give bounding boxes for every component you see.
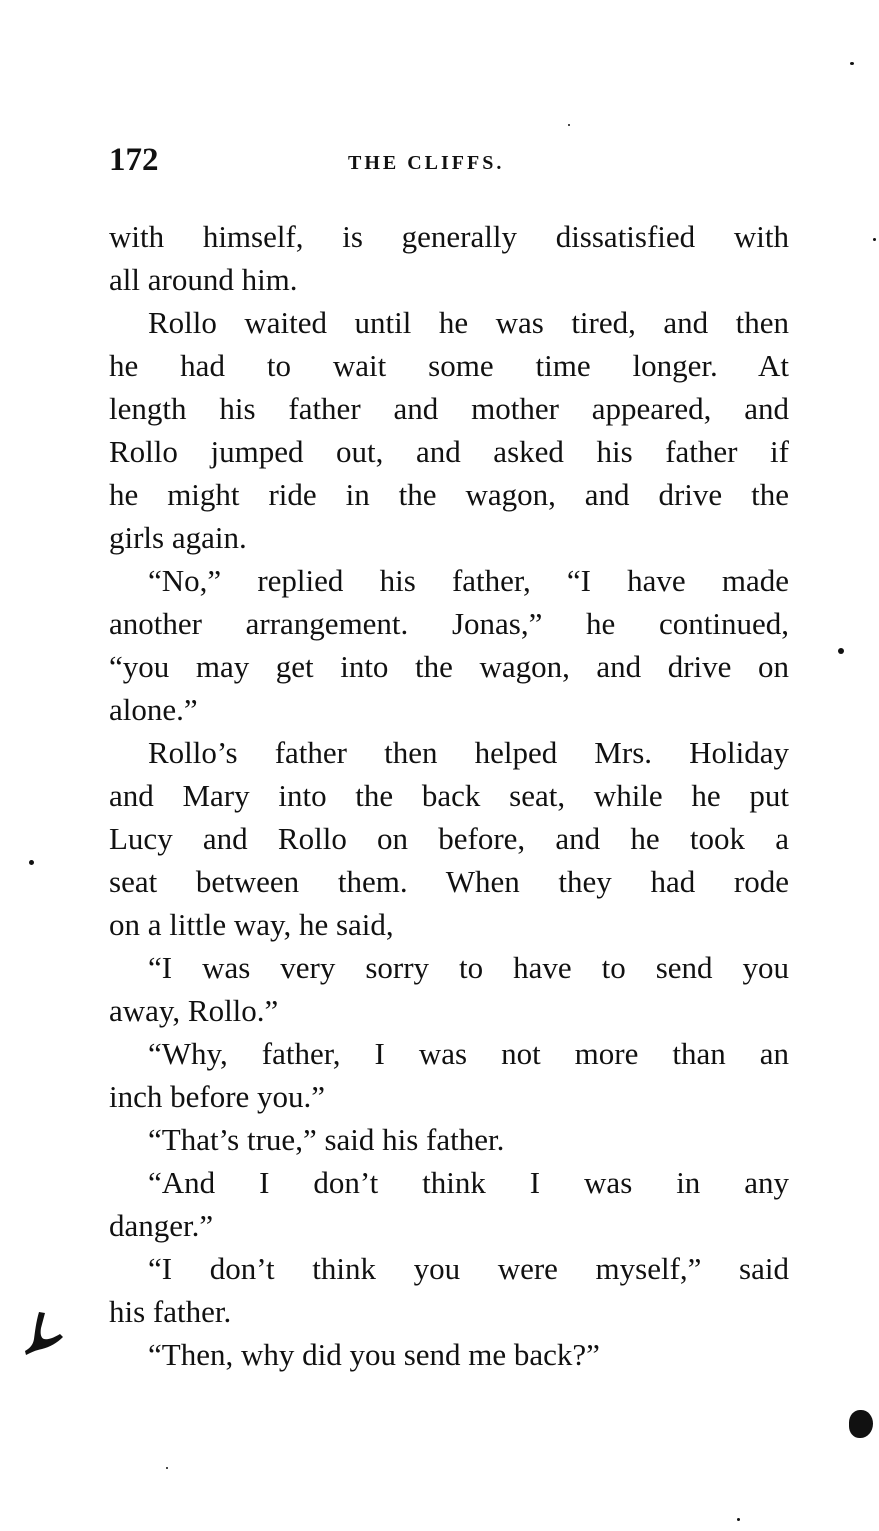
text-line: and Mary into the back seat, while he put xyxy=(109,778,789,813)
text-line: another arrangement. Jonas,” he continued, xyxy=(109,606,789,641)
text-line: he had to wait some time longer. At xyxy=(109,348,789,383)
ink-speck xyxy=(850,62,854,65)
paragraph-first-line: “I don’t think you were myself,” said xyxy=(148,1251,789,1286)
paragraph-first-line: “That’s true,” said his father. xyxy=(148,1122,505,1157)
text-line: away, Rollo.” xyxy=(109,993,279,1028)
ink-blot xyxy=(849,1410,873,1438)
text-line: inch before you.” xyxy=(109,1079,326,1114)
text-line: he might ride in the wagon, and drive the xyxy=(109,477,789,512)
text-line: seat between them. When they had rode xyxy=(109,864,789,899)
ink-speck xyxy=(737,1518,740,1521)
paragraph-first-line: “Then, why did you send me back?” xyxy=(148,1337,600,1372)
text-line: Rollo jumped out, and asked his father if xyxy=(109,434,789,469)
ink-speck xyxy=(568,124,570,126)
text-line: danger.” xyxy=(109,1208,214,1243)
text-line: Lucy and Rollo on before, and he took a xyxy=(109,821,789,856)
paragraph-first-line: Rollo waited until he was tired, and then xyxy=(148,305,789,340)
ink-stain-mark xyxy=(22,1310,66,1356)
ink-speck xyxy=(29,860,34,865)
text-line: on a little way, he said, xyxy=(109,907,394,942)
text-line: with himself, is generally dissatisfied with xyxy=(109,219,789,254)
paragraph-first-line: “I was very sorry to have to send you xyxy=(148,950,789,985)
page-number: 172 xyxy=(109,142,159,178)
text-line: all around him. xyxy=(109,262,298,297)
ink-speck xyxy=(838,648,844,654)
text-line: girls again. xyxy=(109,520,247,555)
paragraph-first-line: “No,” replied his father, “I have made xyxy=(148,563,789,598)
running-head xyxy=(109,142,789,182)
paragraph-first-line: “And I don’t think I was in any xyxy=(148,1165,789,1200)
text-line: alone.” xyxy=(109,692,198,727)
body-text xyxy=(109,215,789,1376)
text-line: his father. xyxy=(109,1294,232,1329)
paragraph-first-line: “Why, father, I was not more than an xyxy=(148,1036,789,1071)
paragraph-first-line: Rollo’s father then helped Mrs. Holiday xyxy=(148,735,789,770)
running-title: THE CLIFFS. xyxy=(348,152,505,174)
text-line: “you may get into the wagon, and drive on xyxy=(109,649,789,684)
text-line: length his father and mother appeared, and xyxy=(109,391,789,426)
ink-speck xyxy=(873,238,876,241)
ink-speck xyxy=(166,1467,168,1469)
